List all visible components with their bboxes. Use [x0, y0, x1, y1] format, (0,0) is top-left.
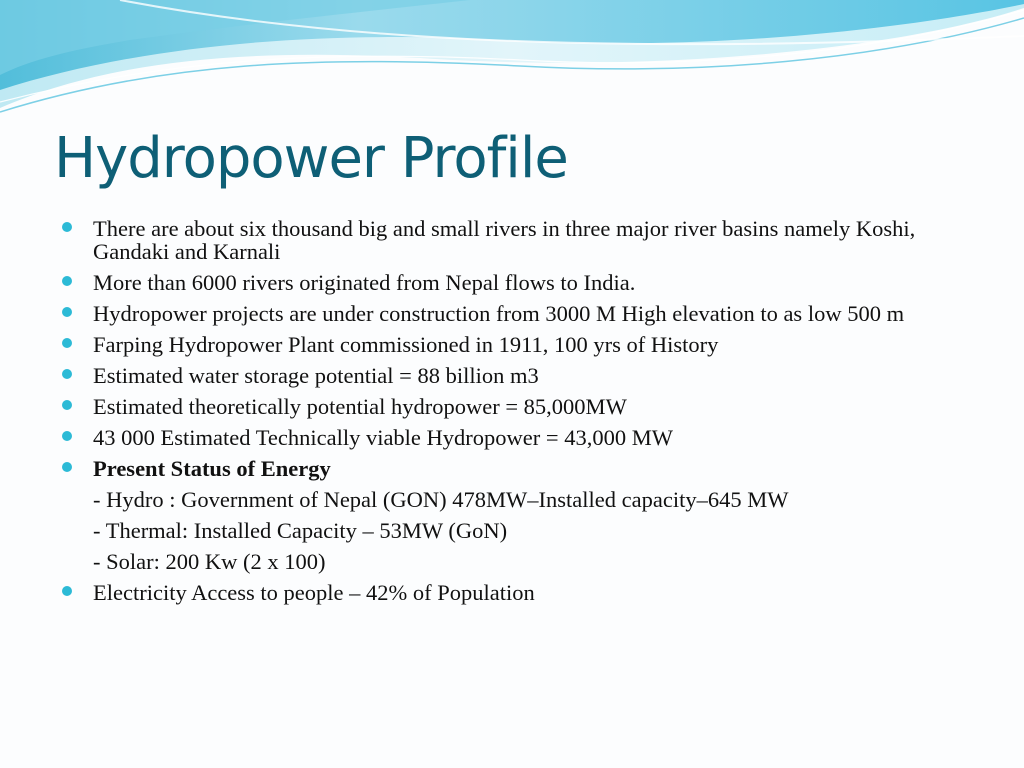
bullet-dot-icon [62, 222, 72, 232]
bullet-dot-icon [62, 400, 72, 410]
bullet-item [62, 426, 962, 449]
bullet-item [62, 271, 962, 294]
bullet-text: Estimated water storage potential = 88 billion m3 [93, 363, 539, 388]
bullet-text: Hydropower projects are under construction from 3000 M High elevation to as low 500 m [93, 301, 905, 326]
bullet-text: Electricity Access to people – 42% of Population [93, 580, 535, 605]
bullet-dot-icon [62, 307, 72, 317]
bullet-dot-icon [62, 586, 72, 596]
bullet-dot-icon [62, 276, 72, 286]
bullet-dot-icon [62, 338, 72, 348]
bullet-list [62, 217, 962, 612]
bullet-item [62, 333, 962, 356]
bullet-text: More than 6000 rivers originated from Nepal flows to India. [93, 270, 636, 295]
slide-title: Hydropower Profile [54, 126, 568, 191]
bullet-text: 43 000 Estimated Technically viable Hydropower = 43,000 MW [93, 425, 673, 450]
sub-item: - Thermal: Installed Capacity – 53MW (GoN) [93, 518, 508, 543]
bullet-text: There are about six thousand big and small rivers in three major river basins namely Koshi, Gandaki and Karnali [93, 216, 916, 264]
sub-item: - Solar: 200 Kw (2 x 100) [93, 549, 326, 574]
bullet-item [62, 302, 962, 325]
sub-item: - Hydro : Government of Nepal (GON) 478MW–Installed capacity–645 MW [93, 487, 789, 512]
bullet-item-heading [62, 457, 962, 480]
bullet-dot-icon [62, 431, 72, 441]
bullet-item [62, 581, 962, 604]
bullet-item [62, 364, 962, 387]
bullet-dot-icon [62, 369, 72, 379]
decorative-wave-banner [0, 0, 1024, 120]
bullet-dot-icon [62, 462, 72, 472]
bullet-text: Farping Hydropower Plant commissioned in 1911, 100 yrs of History [93, 332, 719, 357]
section-heading-present-status: Present Status of Energy [93, 456, 331, 481]
bullet-item [62, 217, 962, 263]
bullet-item [62, 395, 962, 418]
bullet-text: Estimated theoretically potential hydropower = 85,000MW [93, 394, 627, 419]
